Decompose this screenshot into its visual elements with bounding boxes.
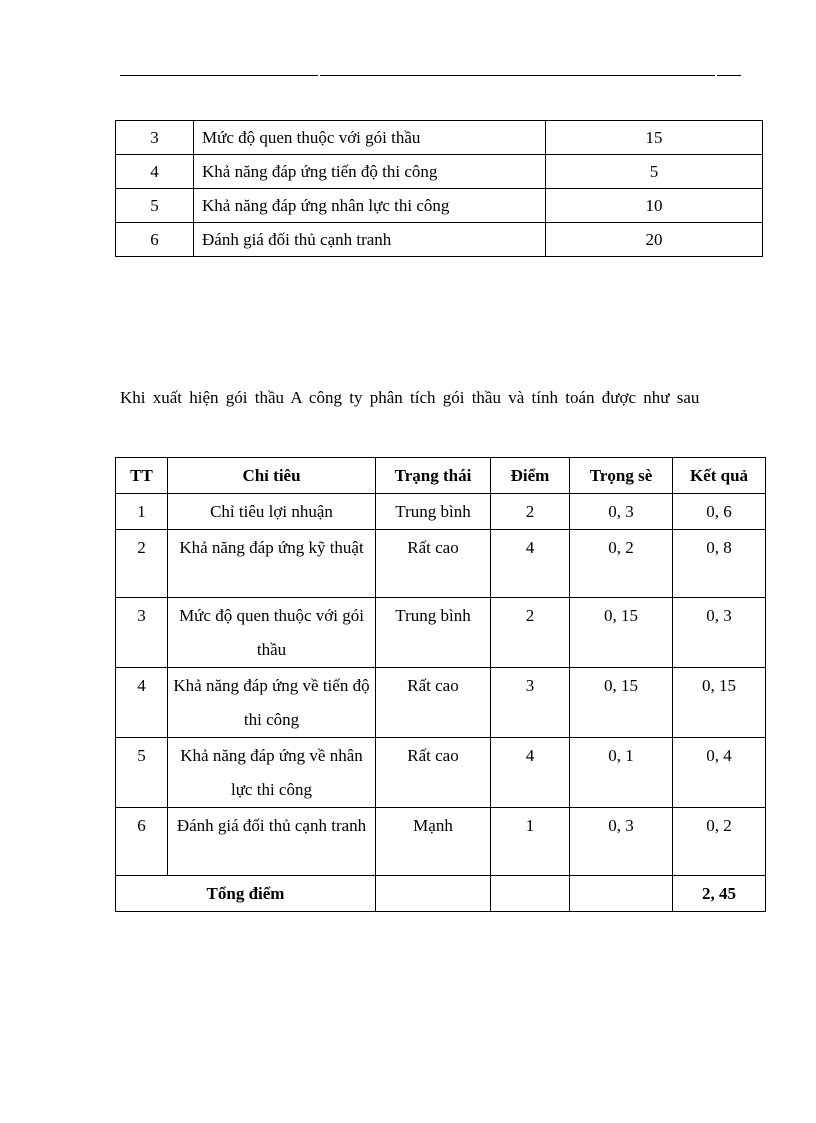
header-status: Trạng thái	[376, 458, 491, 494]
score-value: 2	[491, 494, 570, 530]
criterion-name: Mức độ quen thuộc với gói thầu	[194, 121, 546, 155]
criterion-weight: 10	[546, 189, 763, 223]
row-number: 6	[116, 808, 168, 876]
row-number: 3	[116, 598, 168, 668]
status-value: Trung bình	[376, 494, 491, 530]
score-value: 4	[491, 530, 570, 598]
status-value: Mạnh	[376, 808, 491, 876]
criterion-name: Đánh giá đối thủ cạnh tranh	[168, 808, 376, 876]
table-row	[116, 189, 763, 223]
empty-cell	[491, 876, 570, 912]
result-value: 0, 6	[673, 494, 766, 530]
table-row	[116, 530, 766, 598]
empty-cell	[376, 876, 491, 912]
header-score: Điểm	[491, 458, 570, 494]
status-value: Rất cao	[376, 668, 491, 738]
table-row	[116, 668, 766, 738]
result-value: 0, 8	[673, 530, 766, 598]
criterion-name: Đánh giá đối thủ cạnh tranh	[194, 223, 546, 257]
header-criterion: Chỉ tiêu	[168, 458, 376, 494]
score-value: 3	[491, 668, 570, 738]
score-value: 2	[491, 598, 570, 668]
result-value: 0, 15	[673, 668, 766, 738]
table-row	[116, 121, 763, 155]
criterion-name: Chỉ tiêu lợi nhuận	[168, 494, 376, 530]
header-rule	[717, 75, 741, 76]
table-header-row	[116, 458, 766, 494]
header-tt: TT	[116, 458, 168, 494]
header-result: Kết quả	[673, 458, 766, 494]
result-value: 0, 4	[673, 738, 766, 808]
table-row	[116, 738, 766, 808]
row-number: 3	[116, 121, 194, 155]
row-number: 2	[116, 530, 168, 598]
header-rule	[120, 75, 318, 76]
status-value: Trung bình	[376, 598, 491, 668]
weight-value: 0, 3	[570, 808, 673, 876]
result-value: 0, 2	[673, 808, 766, 876]
criterion-name: Khả năng đáp ứng về tiến độ thi công	[168, 668, 376, 738]
header-rule	[320, 75, 715, 76]
weight-value: 0, 1	[570, 738, 673, 808]
status-value: Rất cao	[376, 530, 491, 598]
criterion-name: Khả năng đáp ứng kỹ thuật	[168, 530, 376, 598]
row-number: 6	[116, 223, 194, 257]
total-value: 2, 45	[673, 876, 766, 912]
criterion-name: Khả năng đáp ứng tiến độ thi công	[194, 155, 546, 189]
criterion-weight: 20	[546, 223, 763, 257]
total-row	[116, 876, 766, 912]
row-number: 5	[116, 189, 194, 223]
criterion-weight: 5	[546, 155, 763, 189]
table-row	[116, 808, 766, 876]
weight-value: 0, 15	[570, 668, 673, 738]
score-value: 4	[491, 738, 570, 808]
criterion-name: Khả năng đáp ứng về nhân lực thi công	[168, 738, 376, 808]
weight-value: 0, 15	[570, 598, 673, 668]
row-number: 4	[116, 155, 194, 189]
criterion-weight: 15	[546, 121, 763, 155]
weight-value: 0, 3	[570, 494, 673, 530]
status-value: Rất cao	[376, 738, 491, 808]
table-row	[116, 155, 763, 189]
table-row	[116, 494, 766, 530]
table-row	[116, 598, 766, 668]
row-number: 1	[116, 494, 168, 530]
result-value: 0, 3	[673, 598, 766, 668]
weight-value: 0, 2	[570, 530, 673, 598]
score-value: 1	[491, 808, 570, 876]
bid-analysis-table	[115, 457, 766, 912]
row-number: 5	[116, 738, 168, 808]
empty-cell	[570, 876, 673, 912]
criterion-name: Khả năng đáp ứng nhân lực thi công	[194, 189, 546, 223]
criteria-weight-table	[115, 120, 763, 257]
row-number: 4	[116, 668, 168, 738]
header-weight: Trọng sè	[570, 458, 673, 494]
intro-paragraph: Khi xuất hiện gói thầu A công ty phân tích gói thầu và tính toán được như sau	[120, 388, 700, 407]
total-label: Tổng điểm	[116, 876, 376, 912]
table-row	[116, 223, 763, 257]
criterion-name: Mức độ quen thuộc với gói thầu	[168, 598, 376, 668]
